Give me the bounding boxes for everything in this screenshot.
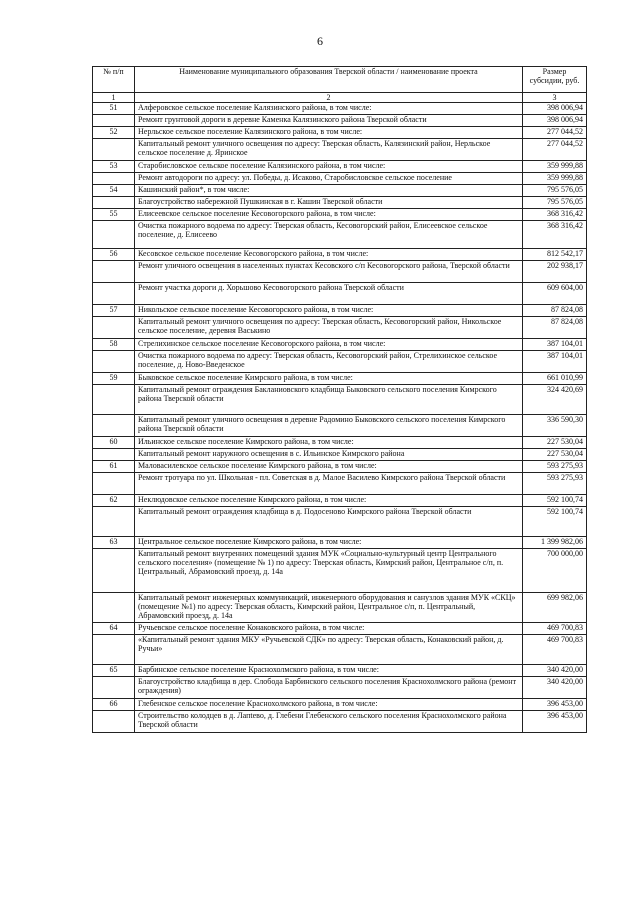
table-row (93, 261, 587, 283)
row-num-cell: 57 (93, 305, 135, 317)
row-sum-cell: 700 000,00 (523, 549, 587, 593)
row-name-cell: Нерльское сельское поселение Калязинского района, в том числе: (135, 127, 523, 139)
row-num-cell (93, 677, 135, 699)
table-row (93, 711, 587, 733)
row-num-cell: 62 (93, 495, 135, 507)
row-name-cell: Стрелихинское сельское поселение Кесовогорского района, в том числе: (135, 339, 523, 351)
table-row (93, 699, 587, 711)
row-num-cell (93, 173, 135, 185)
header-num: № п/п (93, 67, 135, 93)
row-sum-cell: 227 530,04 (523, 449, 587, 461)
row-num-cell: 61 (93, 461, 135, 473)
row-name-cell: Быковское сельское поселение Кимрского района, в том числе: (135, 373, 523, 385)
row-name-cell: Ремонт автодороги по адресу: ул. Победы, д. Исаково, Старобисловское сельское поселение (135, 173, 523, 185)
row-name-cell: Капитальный ремонт наружного освещения в с. Ильинское Кимрского района (135, 449, 523, 461)
row-sum-cell: 340 420,00 (523, 677, 587, 699)
row-num-cell: 53 (93, 161, 135, 173)
index-cell: 3 (523, 93, 587, 103)
row-num-cell: 55 (93, 209, 135, 221)
row-sum-cell: 469 700,83 (523, 635, 587, 665)
row-sum-cell: 812 542,17 (523, 249, 587, 261)
table-row (93, 373, 587, 385)
row-name-cell: Ремонт участка дороги д. Хорьшово Кесовогорского района Тверской области (135, 283, 523, 305)
subsidy-table (92, 66, 587, 733)
row-name-cell: Капитальный ремонт ограждения кладбища в д. Подосеново Кимрского района Тверской области (135, 507, 523, 537)
row-num-cell: 51 (93, 103, 135, 115)
row-num-cell (93, 473, 135, 495)
row-name-cell: «Капитальный ремонт здания МКУ «Ручьевской СДК» по адресу: Тверская область, Конаковский район, д. Ручьи» (135, 635, 523, 665)
row-sum-cell: 396 453,00 (523, 699, 587, 711)
table-row (93, 103, 587, 115)
row-sum-cell: 340 420,00 (523, 665, 587, 677)
table-row (93, 677, 587, 699)
row-sum-cell: 593 275,93 (523, 473, 587, 495)
row-name-cell: Капитальный ремонт ограждения Бакланиовского кладбища Быковского сельского поселения Кимрского района Тверской области (135, 385, 523, 415)
table-row (93, 507, 587, 537)
row-num-cell: 58 (93, 339, 135, 351)
table-row (93, 665, 587, 677)
table-row (93, 385, 587, 415)
table-row (93, 127, 587, 139)
row-name-cell: Строительство колодцев в д. Лапteво, д. Глебени Глебенского сельского поселения Краснохолмского района Тверской области (135, 711, 523, 733)
row-sum-cell: 387 104,01 (523, 351, 587, 373)
row-sum-cell: 387 104,01 (523, 339, 587, 351)
table-row (93, 209, 587, 221)
row-sum-cell: 795 576,05 (523, 197, 587, 209)
row-name-cell: Капитальный ремонт уличного освещения по адресу: Тверская область, Кесовогорский район, Никольское сельское поселение, деревня Васькино (135, 317, 523, 339)
table-row (93, 249, 587, 261)
row-num-cell (93, 351, 135, 373)
table-body (93, 103, 587, 733)
table-row (93, 495, 587, 507)
table-header-row (93, 67, 587, 93)
row-num-cell (93, 449, 135, 461)
table-row (93, 221, 587, 249)
table-row (93, 623, 587, 635)
row-num-cell (93, 711, 135, 733)
row-num-cell: 56 (93, 249, 135, 261)
table-row (93, 317, 587, 339)
row-sum-cell: 324 420,69 (523, 385, 587, 415)
row-num-cell (93, 115, 135, 127)
table-row (93, 115, 587, 127)
row-num-cell: 59 (93, 373, 135, 385)
row-num-cell: 66 (93, 699, 135, 711)
row-sum-cell: 469 700,83 (523, 623, 587, 635)
row-name-cell: Ремонт уличного освещения в населенных пунктах Кесовского с/п Кесовогорского района, Тверской области (135, 261, 523, 283)
row-sum-cell: 593 275,93 (523, 461, 587, 473)
row-name-cell: Глебенское сельское поселение Краснохолмского района, в том числе: (135, 699, 523, 711)
index-cell: 2 (135, 93, 523, 103)
row-num-cell (93, 549, 135, 593)
row-sum-cell: 1 399 982,06 (523, 537, 587, 549)
table-row (93, 537, 587, 549)
row-name-cell: Неклюдовское сельское поселение Кимрского района, в том числе: (135, 495, 523, 507)
row-num-cell (93, 635, 135, 665)
table-row (93, 283, 587, 305)
row-num-cell (93, 593, 135, 623)
header-sum: Размер субсидии, руб. (523, 67, 587, 93)
row-num-cell (93, 261, 135, 283)
row-sum-cell: 699 982,06 (523, 593, 587, 623)
row-sum-cell: 398 006,94 (523, 115, 587, 127)
row-name-cell: Капитальный ремонт внутренних помещений здания МУК «Социально-культурный центр Центрального сельского поселения» (помещение № 1) по адресу: Тверская область, Кимрский район, Центральное с/п, п. Центральный, Абрамовский проезд, д. 14а (135, 549, 523, 593)
row-name-cell: Елисеевское сельское поселение Кесовогорского района, в том числе: (135, 209, 523, 221)
table-row (93, 173, 587, 185)
index-cell: 1 (93, 93, 135, 103)
row-num-cell: 63 (93, 537, 135, 549)
row-name-cell: Кашинский район*, в том числе: (135, 185, 523, 197)
row-num-cell (93, 317, 135, 339)
table-row (93, 415, 587, 437)
row-name-cell: Никольское сельское поселение Кесовогорского района, в том числе: (135, 305, 523, 317)
row-name-cell: Барбинское сельское поселение Краснохолмского района, в том числе: (135, 665, 523, 677)
table-row (93, 473, 587, 495)
row-num-cell (93, 221, 135, 249)
row-num-cell (93, 507, 135, 537)
index-row (93, 93, 587, 103)
table-row (93, 549, 587, 593)
row-name-cell: Благоустройство набережной Пушкинская в г. Кашин Тверской области (135, 197, 523, 209)
row-name-cell: Очистка пожарного водоема по адресу: Тверская область, Кесовогорский район, Стрелихинское сельское поселение, д. Ново-Введенское (135, 351, 523, 373)
row-sum-cell: 277 044,52 (523, 127, 587, 139)
row-sum-cell: 795 576,05 (523, 185, 587, 197)
row-num-cell (93, 197, 135, 209)
row-sum-cell: 336 590,30 (523, 415, 587, 437)
table-row (93, 461, 587, 473)
row-num-cell: 52 (93, 127, 135, 139)
row-name-cell: Ручьевское сельское поселение Конаковского района, в том числе: (135, 623, 523, 635)
row-num-cell (93, 415, 135, 437)
row-name-cell: Алферовское сельское поселение Калязинского района, в том числе: (135, 103, 523, 115)
row-sum-cell: 227 530,04 (523, 437, 587, 449)
row-sum-cell: 87 824,08 (523, 305, 587, 317)
row-name-cell: Благоустройство кладбища в дер. Слобода Барбинского сельского поселения Краснохолмского района (ремонт ограждения) (135, 677, 523, 699)
table-row (93, 139, 587, 161)
row-name-cell: Капитальный ремонт уличного освещения по адресу: Тверская область, Калязинский район, Нерльское сельское поселение д. Яринское (135, 139, 523, 161)
row-num-cell: 64 (93, 623, 135, 635)
table-row (93, 339, 587, 351)
table-row (93, 185, 587, 197)
row-sum-cell: 661 010,99 (523, 373, 587, 385)
row-num-cell (93, 283, 135, 305)
row-sum-cell: 87 824,08 (523, 317, 587, 339)
table-row (93, 197, 587, 209)
table-row (93, 351, 587, 373)
row-num-cell (93, 139, 135, 161)
row-sum-cell: 368 316,42 (523, 209, 587, 221)
row-name-cell: Ремонт тротуара по ул. Школьная - пл. Советская в д. Малое Василево Кимрского района Тверской области (135, 473, 523, 495)
row-sum-cell: 359 999,88 (523, 161, 587, 173)
table-row (93, 449, 587, 461)
table-row (93, 593, 587, 623)
row-name-cell: Центральное сельское поселение Кимрского района, в том числе: (135, 537, 523, 549)
page-number: 6 (317, 34, 323, 48)
row-num-cell (93, 385, 135, 415)
row-num-cell: 60 (93, 437, 135, 449)
row-sum-cell: 202 938,17 (523, 261, 587, 283)
row-name-cell: Очистка пожарного водоема по адресу: Тверская область, Кесовогорский район, Елисеевское сельское поселение, д. Елисеево (135, 221, 523, 249)
row-sum-cell: 359 999,88 (523, 173, 587, 185)
header-name: Наименование муниципального образования Тверской области / наименование проекта (135, 67, 523, 93)
row-sum-cell: 396 453,00 (523, 711, 587, 733)
table-row (93, 161, 587, 173)
row-num-cell: 54 (93, 185, 135, 197)
row-sum-cell: 592 100,74 (523, 495, 587, 507)
row-sum-cell: 592 100,74 (523, 507, 587, 537)
row-name-cell: Кесовское сельское поселение Кесовогорского района, в том числе: (135, 249, 523, 261)
table-row (93, 305, 587, 317)
row-name-cell: Ильинское сельское поселение Кимрского района, в том числе: (135, 437, 523, 449)
row-name-cell: Ремонт грунтовой дороги в деревне Каменка Калязинского района Тверской области (135, 115, 523, 127)
row-num-cell: 65 (93, 665, 135, 677)
table-row (93, 437, 587, 449)
row-name-cell: Старобисловское сельское поселение Калязинского района, в том числе: (135, 161, 523, 173)
row-name-cell: Капитальный ремонт уличного освещения в деревне Радомино Быковского сельского поселения Кимрского района Тверской области (135, 415, 523, 437)
row-sum-cell: 368 316,42 (523, 221, 587, 249)
row-name-cell: Капитальный ремонт инженерных коммуникаций, инженерного оборудования и санузлов здания МУК «СКЦ» (помещение №1) по адресу: Тверская область, Кимрский район, Центральное с/п, п. Центральный, Абрамовский проезд, д. 14а (135, 593, 523, 623)
row-sum-cell: 277 044,52 (523, 139, 587, 161)
row-sum-cell: 398 006,94 (523, 103, 587, 115)
row-sum-cell: 609 604,00 (523, 283, 587, 305)
row-name-cell: Маловасилевское сельское поселение Кимрского района, в том числе: (135, 461, 523, 473)
table-row (93, 635, 587, 665)
